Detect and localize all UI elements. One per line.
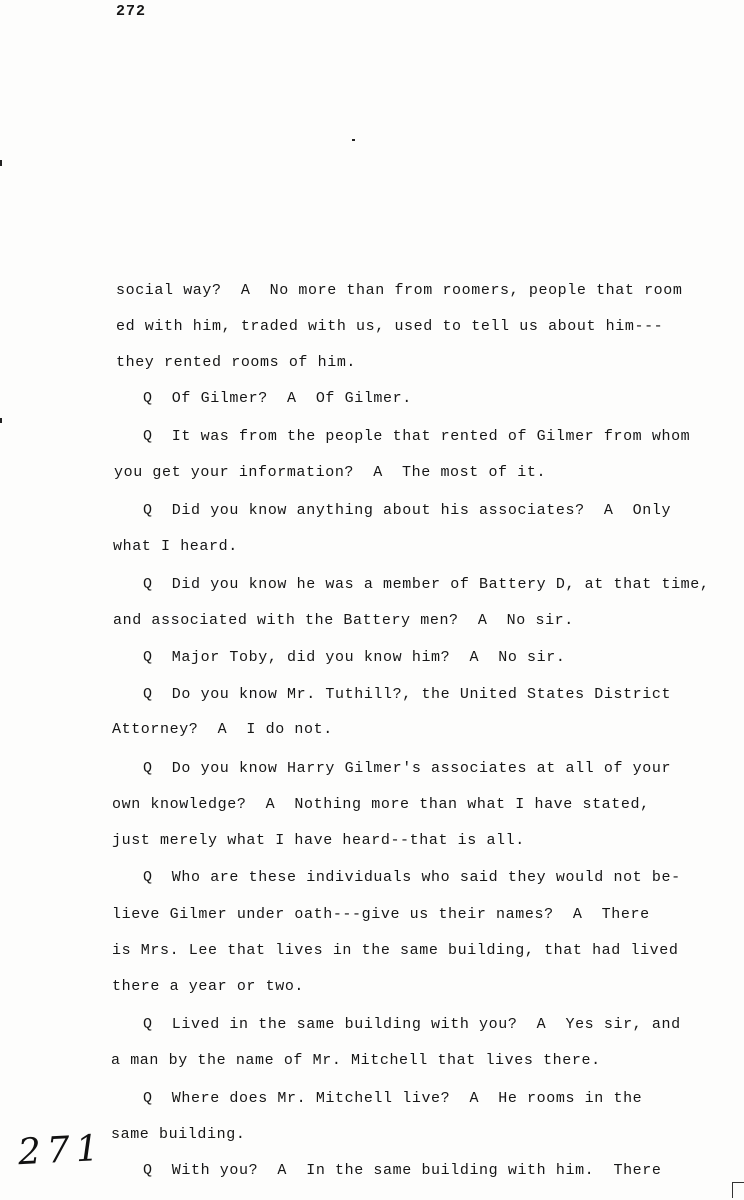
- transcript-line: same building.: [111, 1126, 246, 1143]
- transcript-line: there a year or two.: [112, 978, 305, 995]
- ink-speck: [352, 139, 355, 141]
- transcript-line: they rented rooms of him.: [116, 354, 357, 371]
- ink-speck: [0, 418, 2, 423]
- transcript-line: Q It was from the people that rented of Gilmer from whom: [143, 428, 691, 445]
- transcript-line: Q Do you know Harry Gilmer's associates at all of your: [143, 760, 672, 777]
- transcript-line: you get your information? A The most of it.: [114, 464, 547, 481]
- transcript-line: just merely what I have heard--that is all.: [112, 832, 525, 849]
- ink-speck: [0, 160, 2, 166]
- transcript-line: lieve Gilmer under oath---give us their names? A There: [112, 906, 650, 923]
- transcript-line: own knowledge? A Nothing more than what I have stated,: [112, 796, 650, 813]
- transcript-line: social way? A No more than from roomers, people that room: [116, 282, 683, 299]
- transcript-line: Attorney? A I do not.: [112, 721, 333, 738]
- transcript-line: a man by the name of Mr. Mitchell that lives there.: [111, 1052, 601, 1069]
- transcript-line: and associated with the Battery men? A No sir.: [113, 612, 574, 629]
- transcript-line: Q With you? A In the same building with him. There: [143, 1162, 662, 1179]
- transcript-line: Q Lived in the same building with you? A Yes sir, and: [143, 1016, 681, 1033]
- handwritten-page-number: 271: [16, 1127, 106, 1174]
- transcript-line: Q Where does Mr. Mitchell live? A He rooms in the: [143, 1090, 643, 1107]
- transcript-line: is Mrs. Lee that lives in the same building, that had lived: [112, 942, 679, 959]
- scan-edge-mark: [732, 1182, 733, 1198]
- page-number: 272: [116, 3, 147, 20]
- transcript-line: Q Do you know Mr. Tuthill?, the United States District: [143, 686, 672, 703]
- transcript-line: ed with him, traded with us, used to tell us about him---: [116, 318, 664, 335]
- transcript-line: Q Did you know he was a member of Battery D, at that time,: [143, 576, 710, 593]
- transcript-line: what I heard.: [113, 538, 238, 555]
- transcript-line: Q Major Toby, did you know him? A No sir.: [143, 649, 566, 666]
- transcript-line: Q Of Gilmer? A Of Gilmer.: [143, 390, 412, 407]
- scan-edge-mark: [732, 1182, 744, 1183]
- transcript-line: Q Did you know anything about his associates? A Only: [143, 502, 672, 519]
- transcript-line: Q Who are these individuals who said they would not be-: [143, 869, 681, 886]
